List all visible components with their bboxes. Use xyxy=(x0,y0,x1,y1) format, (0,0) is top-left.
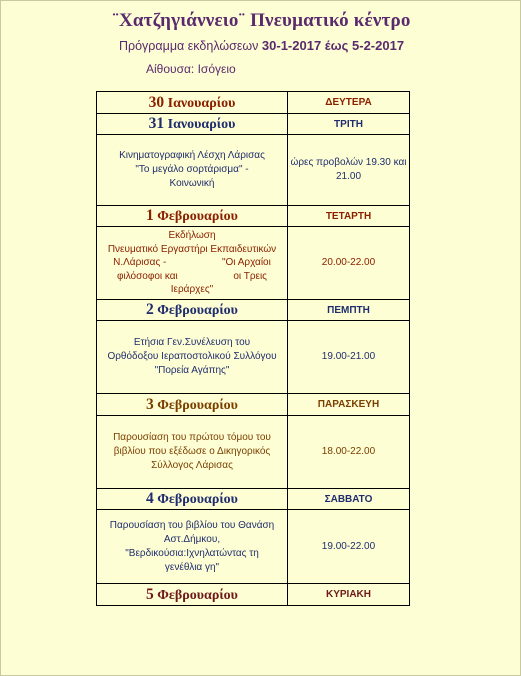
date-number: 4 xyxy=(146,490,154,507)
event-time xyxy=(288,321,410,394)
time-line: 19.30 και 21.00 xyxy=(335,157,407,182)
event-line: "Το μεγάλο σορτάρισμα" - xyxy=(135,164,249,175)
event-line: Παρουσίαση του πρώτου τόμου του xyxy=(113,432,271,443)
event-description xyxy=(97,510,288,584)
day-cell: ΠΕΜΠΤΗ xyxy=(288,300,410,321)
event-line: Αστ.Δήμκου, xyxy=(163,533,221,545)
date-cell xyxy=(97,206,288,227)
event-line: Εκδήλωση xyxy=(168,230,216,242)
date-row-30-jan xyxy=(97,92,410,114)
date-row-5-feb xyxy=(97,584,410,606)
date-month: Ιανουαρίου xyxy=(164,117,236,132)
event-line: Ορθόδοξου Ιεραποστολικού Συλλόγου xyxy=(107,351,277,362)
event-description xyxy=(97,135,288,206)
event-line: βιβλίου που εξέδωσε ο Δικηγορικός xyxy=(113,446,271,457)
date-number: 2 xyxy=(146,301,154,318)
time-line: 18.00-22.00 xyxy=(321,446,376,457)
event-line: Σύλλογος Λάρισας xyxy=(151,460,233,471)
event-time xyxy=(288,135,410,206)
event-time xyxy=(288,227,410,300)
date-cell xyxy=(97,92,288,114)
date-number: 30 xyxy=(148,93,165,111)
event-line: Ν.Λάρισας - "Οι Αρχαίοι xyxy=(113,257,271,269)
date-cell xyxy=(97,489,288,510)
date-row-2-feb xyxy=(97,300,410,321)
subtitle-dates: 30-1-2017 έως 5-2-2017 xyxy=(261,38,405,53)
event-row-4-feb xyxy=(97,510,410,584)
day-cell: ΔΕΥΤΕΡΑ xyxy=(288,92,410,114)
time-line: 19.00-22.00 xyxy=(321,540,376,552)
event-row-3-feb xyxy=(97,416,410,489)
date-month: Φεβρουαρίου xyxy=(153,209,238,224)
day-cell: ΚΥΡΙΑΚΗ xyxy=(288,584,410,606)
event-line: Κοινωνική xyxy=(169,178,215,189)
event-description xyxy=(97,227,288,300)
day-cell: ΠΑΡΑΣΚΕΥΗ xyxy=(288,394,410,416)
date-row-4-feb xyxy=(97,489,410,510)
event-line: Κινηματογραφική Λέσχη Λάρισας xyxy=(119,150,265,161)
event-time xyxy=(288,416,410,489)
date-number: 31 xyxy=(148,115,165,132)
page-title: ¨Χατζηγιάννειο¨ Πνευματικό κέντρο xyxy=(112,10,411,31)
day-cell: ΣΑΒΒΑΤΟ xyxy=(288,489,410,510)
event-row-1-feb xyxy=(97,227,410,300)
event-row-2-feb xyxy=(97,321,410,394)
time-line: 19.00-21.00 xyxy=(321,351,376,362)
day-cell: ΤΕΤΑΡΤΗ xyxy=(288,206,410,227)
day-cell: ΤΡΙΤΗ xyxy=(288,114,410,135)
date-month: Φεβρουαρίου xyxy=(153,303,238,318)
date-cell xyxy=(97,584,288,606)
page-subtitle xyxy=(1,38,521,53)
event-line: γενέθλια γη" xyxy=(164,561,220,573)
date-row-1-feb xyxy=(97,206,410,227)
date-cell xyxy=(97,394,288,416)
time-line: ώρες προβολών xyxy=(290,157,363,168)
date-row-3-feb xyxy=(97,394,410,416)
event-line: Παρουσίαση του βιβλίου του Θανάση xyxy=(109,519,275,531)
date-number: 5 xyxy=(146,585,154,603)
date-cell xyxy=(97,300,288,321)
date-row-31-jan xyxy=(97,114,410,135)
date-number: 3 xyxy=(146,395,154,413)
event-line: "Πορεία Αγάπης" xyxy=(154,365,230,376)
date-month: Ιανουαρίου xyxy=(164,95,236,111)
event-row-31-jan xyxy=(97,135,410,206)
event-description xyxy=(97,321,288,394)
subtitle-prefix: Πρόγραμμα εκδηλώσεων xyxy=(118,39,262,53)
date-month: Φεβρουαρίου xyxy=(153,587,238,603)
time-line: 20.00-22.00 xyxy=(321,257,376,268)
date-number: 1 xyxy=(146,207,154,224)
schedule-table xyxy=(96,91,410,606)
event-line: "Βερδικούσια:Ιχνηλατώντας τη xyxy=(125,547,259,559)
hall-label: Αίθουσα: Ισόγειο xyxy=(146,62,236,76)
event-line: Ετήσια Γεν.Συνέλευση του xyxy=(133,337,251,348)
date-month: Φεβρουαρίου xyxy=(153,397,238,413)
date-month: Φεβρουαρίου xyxy=(153,492,238,507)
event-line: φιλόσοφοι και οι Τρεις xyxy=(116,270,268,282)
event-line: Πνευματικό Εργαστήρι Εκπαιδευτικών xyxy=(107,243,277,255)
event-time xyxy=(288,510,410,584)
date-cell xyxy=(97,114,288,135)
event-line: Ιεράρχες" xyxy=(170,284,214,296)
event-description xyxy=(97,416,288,489)
